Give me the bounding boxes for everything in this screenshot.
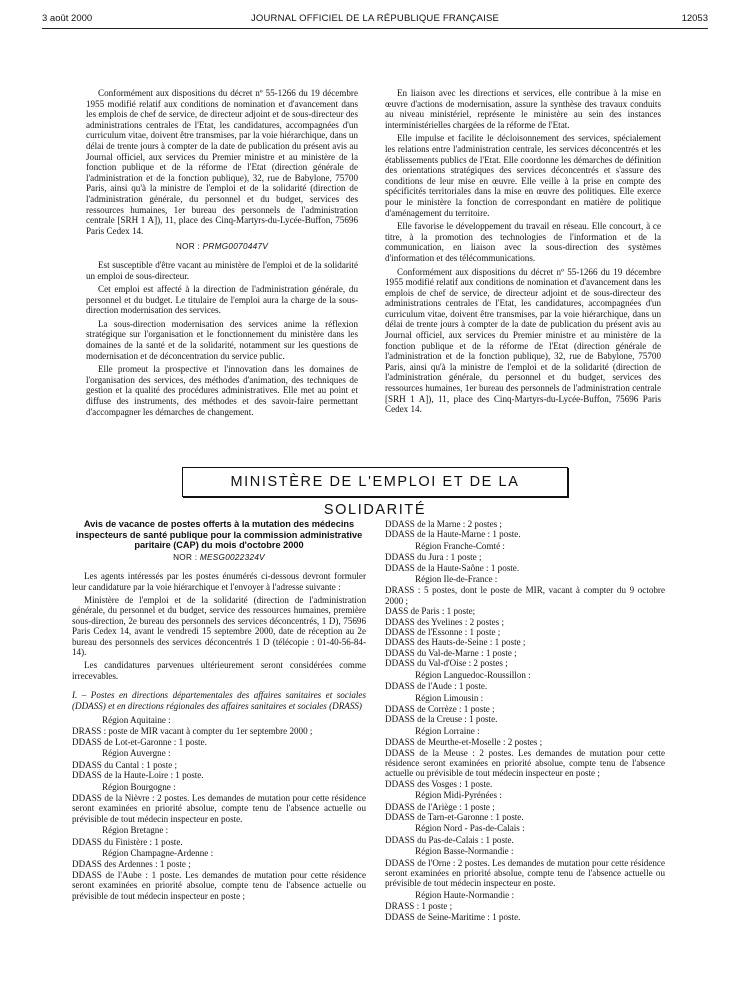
ministry-banner-text: MINISTÈRE DE L'EMPLOI ET DE LA SOLIDARITÉ	[230, 474, 520, 518]
post-entry: DDASS de Tarn-et-Garonne : 1 poste.	[385, 811, 524, 822]
region-heading: Région Aquitaine :	[102, 715, 171, 726]
nor-reference	[72, 553, 366, 563]
header-journal-title: JOURNAL OFFICIEL DE LA RÉPUBLIQUE FRANÇAISE	[250, 13, 500, 24]
ministry-banner	[182, 467, 568, 518]
paragraph: Elle promeut la prospective et l'innovation dans les domaines de l'organisation des services, des méthodes d'animation, des techniques de gestion et la qualité des procédures administratives. Elle met au point et diffuse des instruments, des méthodes et des savoir-faire permettant d'accompagner les démarches de changement.	[86, 364, 358, 417]
post-entry: DDASS de l'Aude : 1 poste.	[385, 681, 488, 692]
post-entry: DDASS de la Meuse : 2 postes. Les demandes de mutation pour cette résidence seront examinées en priorité absolue, compte tenu de l'absence actuelle ou prévisible de tout médecin inspecteur en poste ;	[385, 747, 665, 779]
region-heading: Région Languedoc-Roussillon :	[415, 669, 531, 680]
post-entry: DDASS de la Creuse : 1 poste.	[385, 714, 498, 725]
post-entry: DRASS : poste de MIR vacant à compter du 1er septembre 2000 ;	[72, 726, 313, 737]
header-rule	[42, 28, 708, 29]
post-entry: DRASS : 5 postes, dont le poste de MIR, vacant à compter du 9 octobre 2000 ;	[385, 585, 665, 606]
region-heading: Région Midi-Pyrénées :	[415, 790, 502, 801]
region-heading: Région Lorraine :	[415, 725, 480, 736]
post-entry: DDASS du Jura : 1 poste ;	[385, 552, 482, 563]
nor-code: PRMG0070447V	[202, 242, 269, 252]
post-entry: DDASS des Hauts-de-Seine : 1 poste ;	[385, 637, 526, 648]
paragraph: Conformément aux dispositions du décret nº 55-1266 du 19 décembre 1955 modifié relatif aux conditions de nomination et d'avancement dans les emplois de chef de service, de directeur adjoint et de sous-directeur des administrations centrales de l'Etat, les candidatures, accompagnées d'un curriculum vitae, doivent être transmises, par la voie hiérarchique, dans un délai de trente jours à compter de la date de publication du présent avis au Journal officiel, aux services du Premier ministre et au ministère de la fonction publique et de la réforme de l'Etat (direction générale de l'administration et de la fonction publique), 32, rue de Babylone, 75700 Paris, ainsi qu'à la ministre de l'emploi et de la solidarité (direction de l'administration générale, du personnel et du budget, services des ressources humaines, 1er bureau des personnels de l'administration centrale [SRH 1 A]), 11, place des Cinq-Martyrs-du-Lycée-Buffon, 75696 Paris Cedex 14.	[86, 88, 358, 236]
post-entry: DDASS de la Marne : 2 postes ;	[385, 519, 502, 529]
bottom-right-column	[385, 519, 665, 922]
post-entry: DDASS du Val-d'Oise : 2 postes ;	[385, 658, 508, 669]
paragraph: Les candidatures parvenues ultérieurement seront considérées comme irrecevables.	[72, 660, 366, 681]
post-entry: DDASS des Vosges : 1 poste.	[385, 778, 493, 789]
avis-title: Avis de vacance de postes offerts à la mutation des médecins inspecteurs de santé publique pour la commission administrative paritaire (CAP) du mois d'octobre 2000	[75, 519, 363, 551]
post-entry: DDASS de Corrèze : 1 poste ;	[385, 703, 495, 714]
paragraph: Est susceptible d'être vacant au ministère de l'emploi et de la solidarité un emploi de sous-directeur.	[86, 259, 358, 281]
bottom-left-column	[72, 519, 366, 901]
paragraph: Les agents intéressés par les postes énumérés ci-dessous devront formuler leur candidature par la voie hiérarchique et l'envoyer à l'adresse suivante :	[72, 571, 366, 592]
post-entry: DDASS du Pas-de-Calais : 1 poste.	[385, 834, 514, 845]
post-entry: DDASS de l'Ariège : 1 poste ;	[385, 801, 495, 812]
paragraph: La sous-direction modernisation des services anime la réflexion stratégique sur l'organisation et le fonctionnement du ministère dans les domaines de la santé et de la solidarité, notamment sur les questions de modernisation et de déconcentration du service public.	[86, 318, 358, 361]
post-entry: DASS de Paris : 1 poste;	[385, 606, 476, 617]
section-heading: I. – Postes en directions départementales des affaires sanitaires et sociales (DDASS) et en directions régionales des affaires sanitaires et sociales (DRASS)	[72, 690, 366, 711]
region-heading: Région Bretagne :	[102, 825, 169, 836]
paragraph: Elle favorise le développement du travail en réseau. Elle concourt, à ce titre, à la promotion des technologies de l'information et de la communication, en liaison avec la sous-direction des systèmes d'information et des télécommunications.	[385, 221, 661, 263]
nor-label: NOR :	[175, 242, 203, 252]
region-heading: Région Auvergne :	[102, 748, 171, 759]
post-entry: DDASS des Ardennes : 1 poste ;	[72, 859, 191, 870]
post-entry: DDASS de l'Essonne : 1 poste ;	[385, 627, 501, 638]
nor-reference	[86, 242, 358, 253]
paragraph: Conformément aux dispositions du décret nº 55-1266 du 19 décembre 1955 modifié relatif aux conditions de nomination et d'avancement dans les emplois de chef de service, de directeur adjoint et de sous-directeur des administrations centrales de l'Etat, les candidatures, accompagnées d'un curriculum vitae, doivent être transmises, par la voie hiérarchique, dans un délai de trente jours à compter de la date de publication du présent avis au Journal officiel, aux services du Premier ministre et au ministère de la fonction publique et de la réforme de l'Etat (direction générale de l'administration et de la fonction publique), 32, rue de Babylone, 75700 Paris, ainsi qu'à la ministre de l'emploi et de la solidarité (direction de l'administration générale, du personnel et du budget, services des ressources humaines, 1er bureau des personnels de l'administration centrale [SRH 1 A]), 11, place des Cinq-Martyrs-du-Lycée-Buffon, 75696 Paris Cedex 14.	[385, 266, 661, 415]
post-entry: DDASS de la Haute-Saône : 1 poste.	[385, 562, 520, 573]
region-heading: Région Basse-Normandie :	[415, 846, 514, 857]
post-entry: DDASS de la Nièvre : 2 postes. Les demandes de mutation pour cette résidence seront examinées en priorité absolue, compte tenu de l'absence actuelle ou prévisible de tout médecin inspecteur en poste.	[72, 792, 366, 824]
nor-code: MESG0022324V	[199, 552, 265, 562]
region-heading: Région Limousin :	[415, 692, 484, 703]
header-page-number: 12053	[681, 13, 708, 24]
post-entry: DDASS de la Haute-Marne : 1 poste.	[385, 529, 521, 540]
post-entry: DDASS de Lot-et-Garonne : 1 poste.	[72, 736, 207, 747]
post-entry: DDASS du Finistère : 1 poste.	[72, 836, 183, 847]
post-entry: DDASS de Meurthe-et-Moselle : 2 postes ;	[385, 737, 543, 748]
region-heading: Région Champagne-Ardenne :	[102, 847, 214, 858]
header-date: 3 août 2000	[42, 13, 93, 24]
region-heading: Région Ile-de-France :	[415, 574, 498, 585]
paragraph: En liaison avec les directions et services, elle contribue à la mise en œuvre d'actions de modernisation, assure la synthèse des travaux conduits au niveau ministériel, représente le ministère au sein des instances interministérielles chargées de la réforme de l'Etat.	[385, 88, 661, 130]
post-entry: DDASS de l'Aube : 1 poste. Les demandes de mutation pour cette résidence seront examinées en priorité absolue, compte tenu de l'absence actuelle ou prévisible de tout médecin inspecteur en poste ;	[72, 869, 366, 901]
post-entry: DDASS du Cantal : 1 poste ;	[72, 759, 178, 770]
region-heading: Région Nord - Pas-de-Calais :	[415, 823, 525, 834]
post-entry: DRASS : 1 poste ;	[385, 901, 453, 912]
paragraph: Ministère de l'emploi et de la solidarité (direction de l'administration générale, du personnel et du budget, service des ressources humaines, première sous-direction, 2e bureau des personnels des services déconcentrés, 1 D), 75696 Paris Cedex 14, avant le vendredi 15 septembre 2000, date de réception au 2e bureau des personnels des services déconcentrés 1 D (télécopie : 01-40-56-84-14).	[72, 595, 366, 658]
region-heading: Région Franche-Comté :	[415, 540, 505, 551]
paragraph: Elle impulse et facilite le décloisonnement des services, spécialement les relations entre l'administration centrale, les services déconcentrés et les établissements publics de l'Etat. Elle coordonne les démarches de définition des orientations stratégiques des services déconcentrés et s'assure des conditions de leur mise en œuvre. Elle veille à la prise en compte des spécificités territoriales dans la mise en œuvre des politiques. Elle exerce pour le ministère la fonction de correspondant en matière de politique d'aménagement du territoire.	[385, 133, 661, 218]
region-heading: Région Bourgogne :	[102, 781, 176, 792]
nor-label: NOR :	[173, 552, 200, 562]
post-entry: DDASS des Yvelines : 2 postes ;	[385, 616, 504, 627]
post-entry: DDASS du Val-de-Marne : 1 poste ;	[385, 647, 517, 658]
post-entry: DDASS de la Haute-Loire : 1 poste.	[72, 770, 204, 781]
region-heading: Région Haute-Normandie :	[415, 889, 514, 900]
top-right-column	[385, 88, 661, 418]
post-entry: DDASS de Seine-Maritime : 1 poste.	[385, 911, 521, 922]
top-left-column	[86, 88, 358, 420]
paragraph: Cet emploi est affecté à la direction de l'administration générale, du personnel et du budget. Le titulaire de l'emploi aura la charge de la sous-direction modernisation des services.	[86, 284, 358, 316]
running-header	[42, 10, 708, 28]
post-entry: DDASS de l'Orne : 2 postes. Les demandes de mutation pour cette résidence seront examinées en priorité absolue, compte tenu de l'absence actuelle ou prévisible de tout médecin inspecteur en poste.	[385, 857, 665, 889]
